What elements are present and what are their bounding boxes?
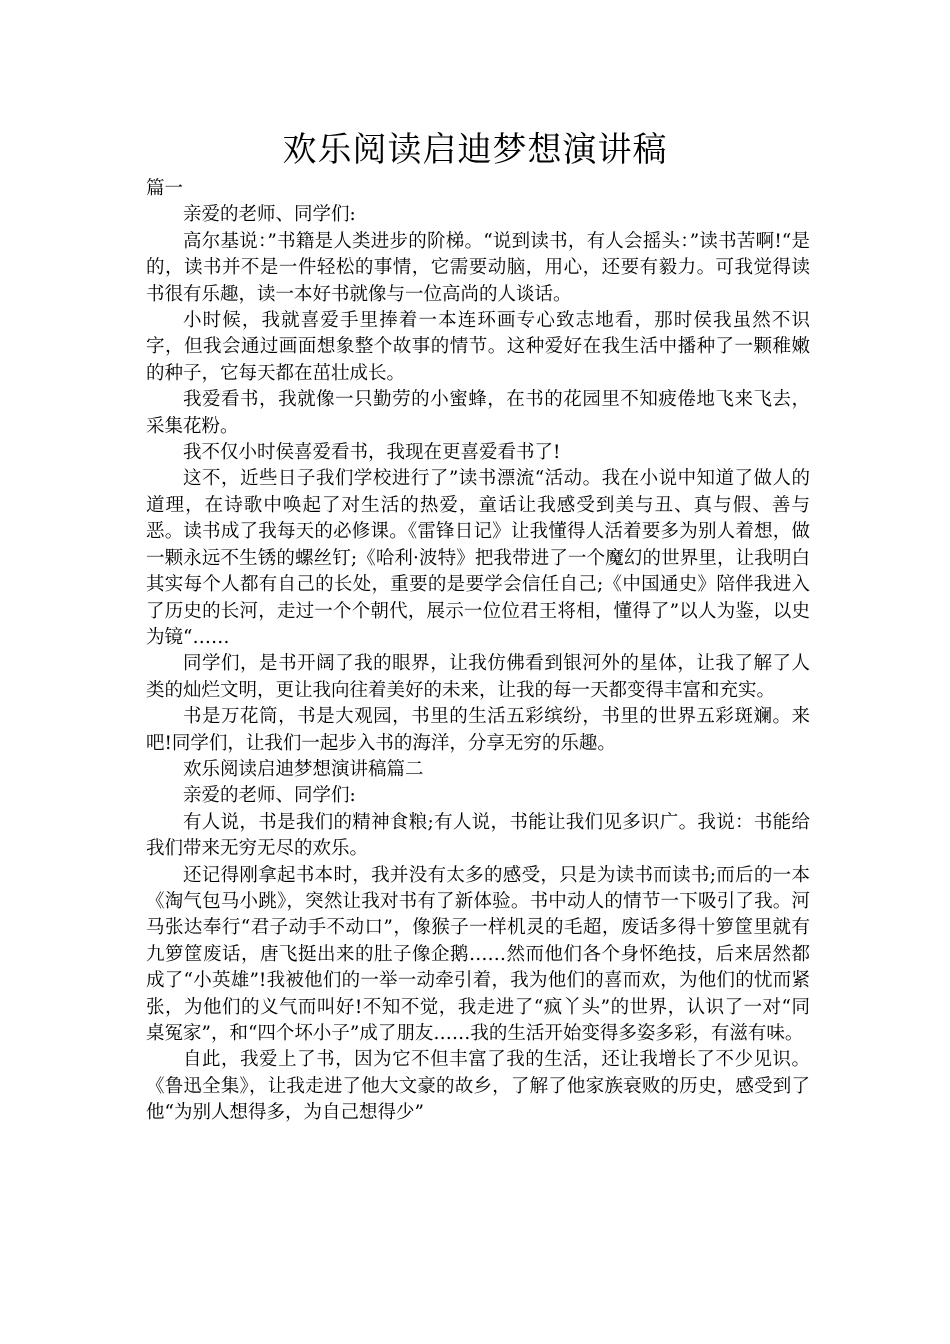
paragraph: 高尔基说：”书籍是人类进步的阶梯。“说到读书，有人会摇头：”读书苦啊!“是的，读书并不是一件轻松的事情，它需要动脑，用心，还要有毅力。可我觉得读书很有乐趣，读一本好书就像与一位高尚的人谈话。: [146, 230, 810, 305]
paragraph: 小时候，我就喜爱手里捧着一本连环画专心致志地看，那时侯我虽然不识字，但我会通过画面想象整个故事的情节。这种爱好在我生活中播种了一颗稚嫩的种子，它每天都在茁壮成长。: [146, 310, 810, 384]
document-body: [146, 176, 810, 1127]
paragraph: 这不，近些日子我们学校进行了”读书漂流“活动。我在小说中知道了做人的道理，在诗歌中唤起了对生活的热爱，童话让我感受到美与丑、真与假、善与恶。读书成了我每天的必修课。《雷锋日记》让我懂得人活着要多为别人着想，做一颗永远不生锈的螺丝钉;《哈利·波特》把我带进了一个魔幻的世界里，让我明白其实每个人都有自己的长处，重要的是要学会信任自己;《中国通史》陪伴我进入了历史的长河，走过一个个朝代，展示一位位君王将相，懂得了”以人为鉴，以史为镜“……: [146, 468, 810, 648]
paragraph: 还记得刚拿起书本时，我并没有太多的感受，只是为读书而读书;而后的一本《淘气包马小跳》，突然让我对书有了新体验。书中动人的情节一下吸引了我。河马张达奉行“君子动手不动口”，像猴子一样机灵的毛超，废话多得十箩筐里就有九箩筐废话，唐飞挺出来的肚子像企鹅……然而他们各个身怀绝技，后来居然都成了“小英雄”!我被他们的一举一动牵引着，我为他们的喜而欢，为他们的忧而紧张，为他们的义气而叫好!不知不觉，我走进了“疯丫头”的世界，认识了一对“同桌冤家”，和“四个坏小子”成了朋友……我的生活开始变得多姿多彩，有滋有味。: [146, 864, 810, 1044]
salutation: 亲爱的老师、同学们:: [183, 785, 356, 807]
paragraph: 同学们，是书开阔了我的眼界，让我仿佛看到银河外的星体，让我了解了人类的灿烂文明，更让我向往着美好的未来，让我的每一天都变得丰富和充实。: [146, 653, 810, 701]
section-label: 篇一: [146, 178, 184, 199]
salutation: 亲爱的老师、同学们:: [183, 204, 356, 226]
paragraph: 书是万花筒，书是大观园，书里的生活五彩缤纷，书里的世界五彩斑斓。来吧!同学们，让我们一起步入书的海洋，分享无穷的乐趣。: [146, 706, 810, 754]
paragraph: 我不仅小时侯喜爱看书，我现在更喜爱看书了!: [183, 442, 561, 464]
paragraph: 我爱看书，我就像一只勤劳的小蜜蜂，在书的花园里不知疲倦地飞来飞去，采集花粉。: [146, 389, 810, 437]
paragraph: 有人说，书是我们的精神食粮;有人说，书能让我们见多识广。我说：书能给我们带来无穷无尽的欢乐。: [146, 811, 810, 860]
paragraph: 自此，我爱上了书，因为它不但丰富了我的生活，还让我增长了不少见识。《鲁迅全集》，让我走进了他大文豪的故乡，了解了他家族衰败的历史，感受到了他“为别人想得多，为自己想得少”: [146, 1049, 810, 1124]
section-heading: 欢乐阅读启迪梦想演讲稿篇二: [183, 758, 424, 780]
document-title: 欢乐阅读启迪梦想演讲稿: [282, 130, 668, 170]
